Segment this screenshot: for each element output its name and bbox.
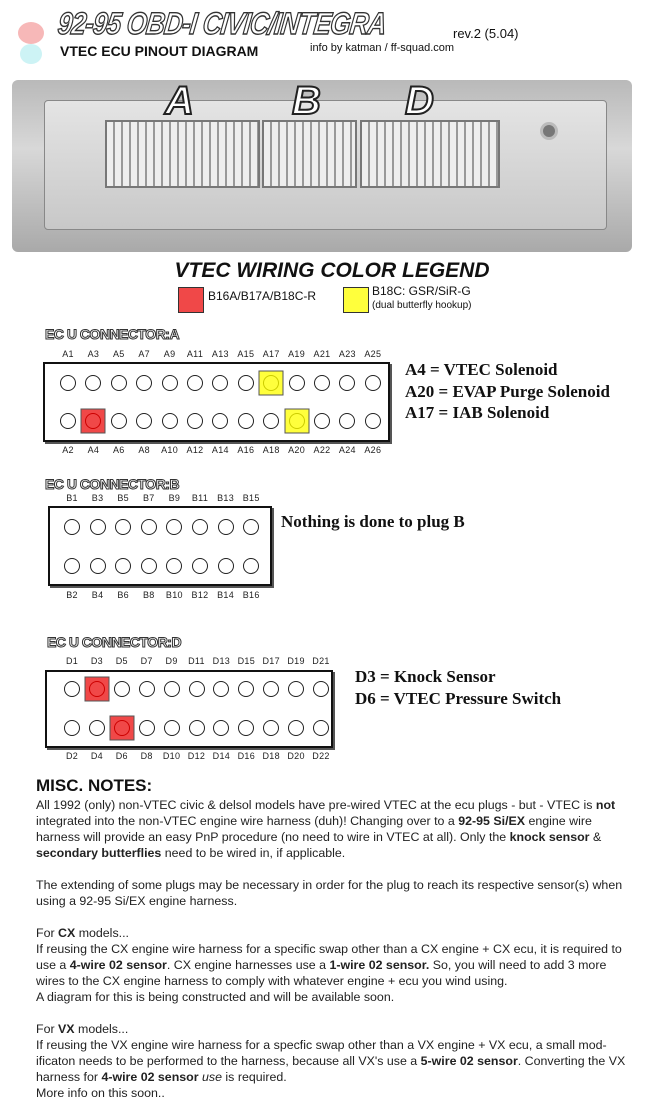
pin-a9[interactable] [162, 375, 178, 391]
pin-a22[interactable] [314, 413, 330, 429]
pin-label: A20 [288, 445, 306, 455]
note-text: All 1992 (only) non-VTEC civic & delsol models have pre-wired VTEC at the ecu plugs - but - VTEC is [36, 798, 596, 812]
pin-d10[interactable] [164, 720, 180, 736]
pin-label: D13 [212, 656, 231, 666]
misc-notes [36, 797, 636, 1117]
pin-a3[interactable] [85, 375, 101, 391]
pin-a6[interactable] [111, 413, 127, 429]
pin-label: B6 [117, 590, 129, 600]
pin-label: B9 [168, 493, 181, 503]
pin-d19[interactable] [288, 681, 304, 697]
pin-label: A21 [313, 349, 331, 359]
note-text: 1-wire 02 sensor. [329, 958, 430, 972]
pin-label: A7 [138, 349, 150, 359]
pin-label: A2 [62, 445, 74, 455]
pin-a13[interactable] [212, 375, 228, 391]
note-text: 4-wire 02 sensor [69, 958, 167, 972]
note-text: So, you will need to add 3 more wires to the CX engine harness to comply with whatever engine + ecu you wind using. [36, 958, 607, 988]
pin-label: D5 [115, 656, 128, 666]
pin-label: B4 [91, 590, 104, 600]
note-text: models... [75, 926, 129, 940]
note-text: If reusing the CX engine wire harness for a specific swap other than a CX engine + CX ecu, it is required to use a [36, 942, 622, 972]
pin-b15[interactable] [243, 519, 259, 535]
legend-swatch-red [178, 287, 204, 313]
pin-label: D1 [65, 656, 79, 666]
pin-a5[interactable] [111, 375, 127, 391]
pin-d22[interactable] [313, 720, 329, 736]
pin-a19[interactable] [289, 375, 305, 391]
note-paragraph [36, 925, 636, 1005]
pin-a2[interactable] [60, 413, 76, 429]
connector-a-note: A20 = EVAP Purge Solenoid [405, 381, 610, 401]
page-title: 92-95 OBD-I CIVIC/INTEGRA [56, 6, 388, 41]
note-paragraph [36, 877, 636, 909]
pin-label: D8 [140, 751, 153, 761]
connector-a-label: EC U CONNECTOR:A [45, 326, 180, 342]
pin-label: A18 [262, 445, 280, 455]
plug-a [105, 120, 260, 188]
note-text: . CX engine harnesses use a [166, 958, 330, 972]
photo-letter-d: D [405, 79, 434, 123]
pin-label: B10 [165, 590, 183, 600]
note-text: More info on this soon.. [36, 1086, 165, 1100]
pin-label: D7 [140, 656, 153, 666]
pin-label: A19 [288, 349, 306, 359]
note-text: 92-95 Si/EX [458, 814, 526, 828]
pin-a23[interactable] [339, 375, 355, 391]
note-text: 4-wire 02 sensor [101, 1070, 199, 1084]
pin-label: A17 [262, 349, 280, 359]
pin-label: A11 [186, 349, 204, 359]
pin-label: D17 [262, 656, 280, 666]
legend-label-red: B16A/B17A/B18C-R [208, 289, 317, 303]
pin-b5[interactable] [115, 519, 131, 535]
pin-label: D10 [162, 751, 181, 761]
pin-b7[interactable] [141, 519, 157, 535]
pin-b14[interactable] [218, 558, 234, 574]
pin-label: B8 [142, 590, 155, 600]
note-paragraph [36, 797, 636, 861]
pin-d6[interactable] [114, 720, 130, 736]
pin-label: D6 [115, 751, 128, 761]
note-paragraph [36, 1021, 636, 1101]
pin-label: D16 [237, 751, 256, 761]
note-text: For [36, 926, 59, 940]
pin-label: A16 [237, 445, 255, 455]
connector-a-note: A17 = IAB Solenoid [405, 403, 550, 422]
pin-d1[interactable] [64, 681, 80, 697]
legend-title: VTEC WIRING COLOR LEGEND [174, 259, 490, 282]
note-text: For [36, 1022, 59, 1036]
note-text: models... [74, 1022, 129, 1036]
site-logo [18, 22, 44, 66]
connector-d-note: D3 = Knock Sensor [355, 667, 496, 686]
pin-a15[interactable] [238, 375, 254, 391]
pin-b9[interactable] [166, 519, 182, 535]
connector-d-note: D6 = VTEC Pressure Switch [355, 688, 562, 708]
pin-label: D21 [312, 656, 330, 666]
revision: rev.2 (5.04) [453, 26, 519, 41]
pin-a14[interactable] [212, 413, 228, 429]
note-text: secondary butterflies [36, 846, 162, 860]
pin-label: A4 [87, 445, 100, 455]
pin-b2[interactable] [64, 558, 80, 574]
pin-label: B7 [142, 493, 155, 503]
credit: info by katman / ff-squad.com [310, 42, 455, 54]
pin-label: A10 [161, 445, 179, 455]
pin-label: A13 [211, 349, 229, 359]
pin-label: A1 [62, 349, 74, 359]
pin-label: D14 [212, 751, 231, 761]
pin-a10[interactable] [162, 413, 178, 429]
note-text: knock sensor [509, 830, 590, 844]
pin-label: A8 [138, 445, 150, 455]
pin-a24[interactable] [339, 413, 355, 429]
pin-label: D12 [187, 751, 206, 761]
pin-label: B5 [117, 493, 129, 503]
note-text: need to be wired in, if applicable. [161, 846, 346, 860]
pin-b3[interactable] [90, 519, 106, 535]
pin-d17[interactable] [263, 681, 279, 697]
pin-d13[interactable] [213, 681, 229, 697]
pin-label: A5 [112, 349, 125, 359]
pin-b13[interactable] [218, 519, 234, 535]
note-text: engine wire harness will provide an easy PnP procedure (no need to wire in VTEC at all). Only the [36, 814, 592, 844]
pin-d9[interactable] [164, 681, 180, 697]
pin-label: B13 [217, 493, 235, 503]
note-text: The extending of some plugs may be necessary in order for the plug to reach its respective sensor(s) when using a 92-95 Si/EX engine harness. [36, 878, 623, 908]
pin-label: D22 [312, 751, 330, 761]
note-text: 5-wire 02 sensor [420, 1054, 518, 1068]
note-text: . Converting the VX harness for [36, 1054, 626, 1084]
pin-a21[interactable] [314, 375, 330, 391]
pin-label: A15 [237, 349, 255, 359]
pin-d12[interactable] [189, 720, 205, 736]
pin-label: B12 [191, 590, 209, 600]
plug-d [360, 120, 500, 188]
note-text: VX [58, 1022, 75, 1036]
pin-a12[interactable] [187, 413, 203, 429]
note-text: CX [58, 926, 76, 940]
pin-b16[interactable] [243, 558, 259, 574]
pin-a7[interactable] [136, 375, 152, 391]
note-text: & [589, 830, 602, 844]
pin-label: B3 [91, 493, 104, 503]
pin-label: D4 [90, 751, 103, 761]
pin-d3[interactable] [89, 681, 105, 697]
pin-a4[interactable] [85, 413, 101, 429]
plug-b [262, 120, 357, 188]
note-text: If reusing the VX engine wire harness for a specfic swap other than a VX engine + VX ecu, a small mod-ificaton needs to be performed to the harness, because all VX's use a [36, 1038, 607, 1068]
pin-label: B15 [242, 493, 260, 503]
pin-d7[interactable] [139, 681, 155, 697]
connector-a-note: A4 = VTEC Solenoid [405, 360, 558, 379]
pin-d5[interactable] [114, 681, 130, 697]
pin-label: A3 [87, 349, 100, 359]
connector-d-label: EC U CONNECTOR:D [47, 634, 182, 650]
pin-d18[interactable] [263, 720, 279, 736]
pin-label: A24 [338, 445, 356, 455]
pin-d4[interactable] [89, 720, 105, 736]
note-text: use [198, 1070, 222, 1084]
pin-a18[interactable] [263, 413, 279, 429]
photo-letter-b: B [292, 79, 321, 123]
pin-a16[interactable] [238, 413, 254, 429]
pin-label: D2 [65, 751, 79, 761]
pin-label: D18 [262, 751, 280, 761]
connector-b-note: Nothing is done to plug B [281, 512, 465, 531]
bolt-icon [540, 122, 558, 140]
pin-b12[interactable] [192, 558, 208, 574]
pin-a25[interactable] [365, 375, 381, 391]
pin-label: A14 [211, 445, 229, 455]
pin-label: B16 [242, 590, 260, 600]
pin-a20[interactable] [289, 413, 305, 429]
pin-label: B11 [191, 493, 209, 503]
pin-a17[interactable] [263, 375, 279, 391]
pin-b11[interactable] [192, 519, 208, 535]
pin-label: A26 [364, 445, 382, 455]
legend-swatch-yellow [343, 287, 369, 313]
pin-b1[interactable] [64, 519, 80, 535]
note-text: integrated into the non-VTEC engine wire harness (duh)! Changing over to a [36, 814, 459, 828]
pin-d20[interactable] [288, 720, 304, 736]
pin-label: A12 [186, 445, 204, 455]
pin-d15[interactable] [238, 681, 254, 697]
legend-label-yellow: B18C: GSR/SiR-G [372, 284, 471, 298]
note-text: is required. [221, 1070, 287, 1084]
pin-d2[interactable] [64, 720, 80, 736]
pin-label: B1 [66, 493, 78, 503]
pin-label: D15 [237, 656, 256, 666]
pin-d16[interactable] [238, 720, 254, 736]
photo-letter-a: A [165, 79, 194, 123]
pin-label: D20 [287, 751, 305, 761]
pin-b6[interactable] [115, 558, 131, 574]
pin-b4[interactable] [90, 558, 106, 574]
pin-a8[interactable] [136, 413, 152, 429]
pin-label: D9 [165, 656, 178, 666]
pin-label: A25 [364, 349, 382, 359]
pin-label: B2 [66, 590, 78, 600]
pin-label: B14 [217, 590, 235, 600]
subtitle: VTEC ECU PINOUT DIAGRAM [60, 43, 259, 59]
pin-a1[interactable] [60, 375, 76, 391]
legend-sublabel-yellow: (dual butterfly hookup) [372, 300, 472, 311]
pin-label: D19 [287, 656, 305, 666]
note-text: A diagram for this is being constructed and will be available soon. [36, 990, 395, 1004]
pin-d11[interactable] [189, 681, 205, 697]
pin-d8[interactable] [139, 720, 155, 736]
connector-b-label: EC U CONNECTOR:B [45, 476, 180, 492]
pin-b10[interactable] [166, 558, 182, 574]
pin-label: A23 [338, 349, 356, 359]
pin-d21[interactable] [313, 681, 329, 697]
pin-a11[interactable] [187, 375, 203, 391]
pin-label: D11 [188, 656, 205, 666]
pin-label: A9 [163, 349, 176, 359]
pin-label: A6 [112, 445, 125, 455]
note-text: not [595, 798, 616, 812]
misc-notes-heading: MISC. NOTES: [36, 776, 153, 795]
pin-b8[interactable] [141, 558, 157, 574]
pin-label: D3 [90, 656, 103, 666]
pin-label: A22 [313, 445, 331, 455]
pin-a26[interactable] [365, 413, 381, 429]
connector-b-outline [48, 506, 272, 586]
pin-d14[interactable] [213, 720, 229, 736]
